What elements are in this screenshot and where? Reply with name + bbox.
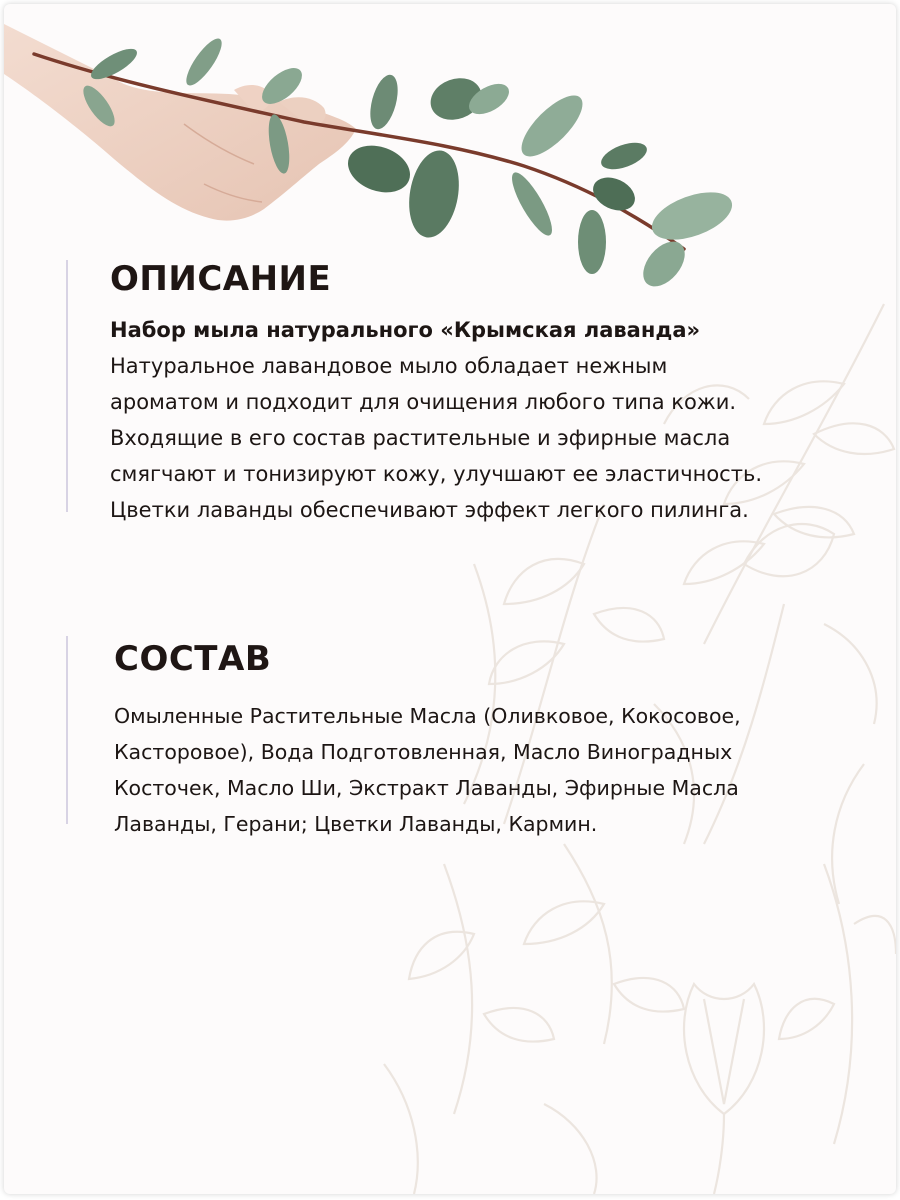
composition-line: Касторовое), Вода Подготовленная, Масло Виноградных xyxy=(114,740,733,764)
description-line: Цветки лаванды обеспечивают эффект легкого пилинга. xyxy=(110,498,749,522)
composition-line: Лаванды, Герани; Цветки Лаванды, Кармин. xyxy=(114,812,598,836)
composition-text xyxy=(114,698,890,842)
product-info-card xyxy=(4,4,896,1194)
description-heading: ОПИСАНИЕ xyxy=(110,259,332,299)
description-section xyxy=(66,259,890,522)
composition-line: Косточек, Масло Ши, Экстракт Лаванды, Эфирные Масла xyxy=(114,776,739,800)
description-line: Натуральное лавандовое мыло обладает нежным xyxy=(110,354,668,378)
composition-heading: СОСТАВ xyxy=(114,639,272,679)
composition-section xyxy=(66,636,890,836)
description-line: смягчают и тонизируют кожу, улучшают ее эластичность. xyxy=(110,462,763,486)
description-line: Входящие в его состав растительные и эфирные масла xyxy=(110,426,731,450)
description-line: ароматом и подходит для очищения любого типа кожи. xyxy=(110,390,737,414)
composition-line: Омыленные Растительные Масла (Оливковое, Кокосовое, xyxy=(114,704,741,728)
product-name: Набор мыла натурального «Крымская лаванда» xyxy=(110,318,701,342)
description-text xyxy=(110,348,890,528)
